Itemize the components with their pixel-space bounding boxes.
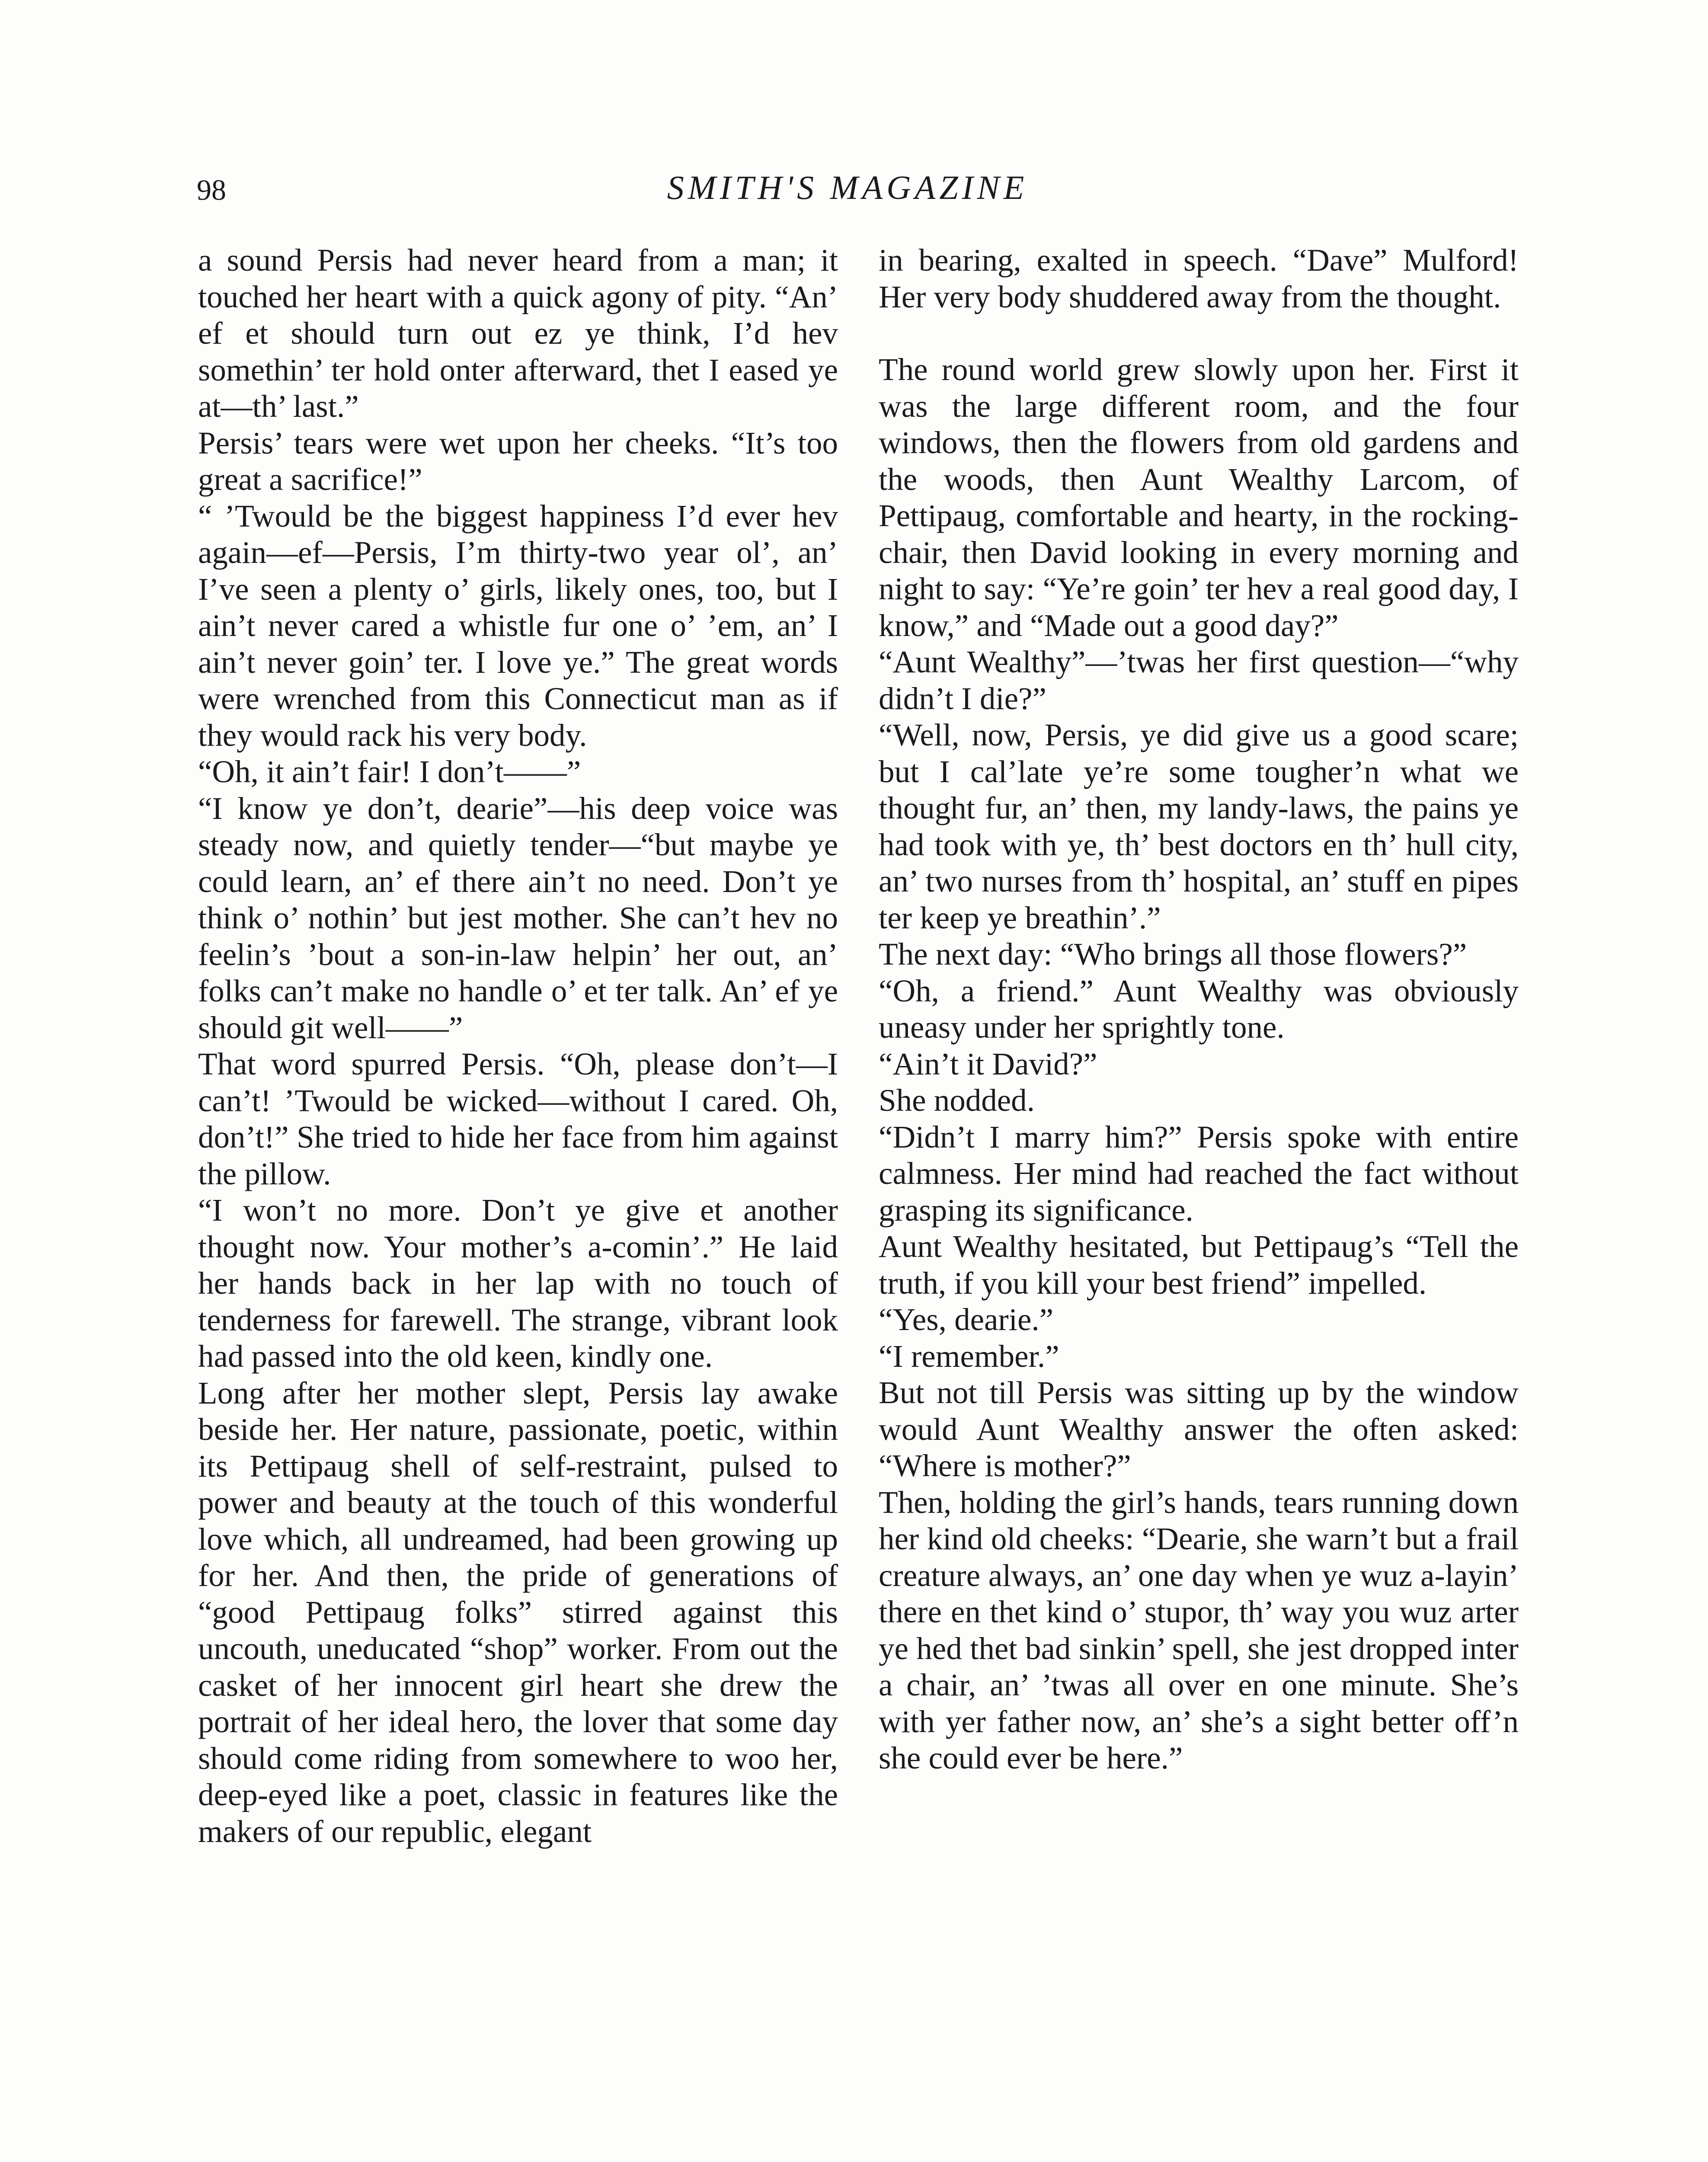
paragraph: Then, holding the girl’s hands, tears running down her kind old cheeks: “Dearie, she warn’t but a frail creature always, an’ one day when ye wuz a-layin’ there en thet kind o’ stupor, th’ way you wuz arter ye hed thet bad sinkin’ spell, she jest dropped inter a chair, an’ ’twas all over en one minute. She’s with yer father now, an’ she’s a sight better off’n she could ever be here.” [879, 1484, 1519, 1775]
paragraph: “Oh, it ain’t fair! I don’t——” [198, 754, 581, 789]
running-head: SMITH'S MAGAZINE [667, 169, 1028, 206]
paragraph: The round world grew slowly upon her. First it was the large different room, and the four windows, then the flowers from old gardens and the woods, then Aunt Wealthy Larcom, of Pettipaug, comfortable and hearty, in the rocking-chair, then David looking in every morning and night to say: “Ye’re goin’ ter hev a real good day, I know,” and “Made out a good day?” [879, 352, 1519, 643]
paragraph: “Oh, a friend.” Aunt Wealthy was obviously uneasy under her sprightly tone. [879, 973, 1519, 1045]
paragraph: But not till Persis was sitting up by the window would Aunt Wealthy answer the often asked: “Where is mother?” [879, 1375, 1519, 1483]
paragraph: “I remember.” [879, 1338, 1059, 1374]
left-column [198, 242, 838, 1850]
paragraph: “ ’Twould be the biggest happiness I’d ever hev again—ef—Persis, I’m thirty-two year ol’, an’ I’ve seen a plenty o’ girls, likely ones, too, but I ain’t never cared a whistle fur one o’ ’em, an’ I ain’t never goin’ ter. I love ye.” The great words were wrenched from this Connecticut man as if they would rack his very body. [198, 498, 838, 753]
paragraph: Persis’ tears were wet upon her cheeks. “It’s too great a sacrifice!” [198, 425, 838, 497]
paragraph: “Ain’t it David?” [879, 1046, 1097, 1081]
page-number: 98 [197, 173, 226, 206]
paragraph: “Well, now, Persis, ye did give us a good scare; but I cal’late ye’re some tougher’n what we thought fur, an’ then, my landy-laws, the pains ye had took with ye, th’ best doctors en th’ hull city, an’ two nurses from th’ hospital, an’ stuff en pipes ter keep ye breathin’.” [879, 717, 1519, 935]
section-break [879, 315, 1519, 352]
paragraph: in bearing, exalted in speech. “Dave” Mulford! Her very body shuddered away from the thought. [879, 243, 1519, 314]
paragraph: “I won’t no more. Don’t ye give et another thought now. Your mother’s a-comin’.” He laid her hands back in her lap with no touch of tenderness for farewell. The strange, vibrant look had passed into the old keen, kindly one. [198, 1193, 838, 1374]
paragraph: a sound Persis had never heard from a man; it touched her heart with a quick agony of pity. “An’ ef et should turn out ez ye think, I’d hev somethin’ ter hold onter afterward, thet I eased ye at—th’ last.” [198, 243, 838, 424]
paragraph: Long after her mother slept, Persis lay awake beside her. Her nature, passionate, poetic, within its Pettipaug shell of self-restraint, pulsed to power and beauty at the touch of this wonderful love which, all undreamed, had been growing up for her. And then, the pride of generations of “good Pettipaug folks” stirred against this uncouth, uneducated “shop” worker. From out the casket of her innocent girl heart she drew the portrait of her ideal hero, the lover that some day should come riding from somewhere to woo her, deep-eyed like a poet, classic in features like the makers of our republic, elegant [198, 1375, 838, 1849]
right-column [879, 242, 1519, 1777]
paragraph: That word spurred Persis. “Oh, please don’t—I can’t! ’Twould be wicked—without I cared. Oh, don’t!” She tried to hide her face from him against the pillow. [198, 1046, 838, 1191]
paragraph: She nodded. [879, 1083, 1035, 1118]
paragraph: “Aunt Wealthy”—’twas her first question—“why didn’t I die?” [879, 644, 1519, 716]
paragraph: Aunt Wealthy hesitated, but Pettipaug’s “Tell the truth, if you kill your best friend” impelled. [879, 1229, 1519, 1301]
paragraph: “Yes, dearie.” [879, 1302, 1054, 1337]
paragraph: The next day: “Who brings all those flowers?” [879, 937, 1467, 972]
paragraph: “I know ye don’t, dearie”—his deep voice was steady now, and quietly tender—“but maybe ye could learn, an’ ef there ain’t no need. Don’t ye think o’ nothin’ but jest mother. She can’t hev no feelin’s ’bout a son-in-law helpin’ her out, an’ folks can’t make no handle o’ et ter talk. An’ ef ye should git well——” [198, 790, 838, 1045]
paragraph: “Didn’t I marry him?” Persis spoke with entire calmness. Her mind had reached the fact without grasping its significance. [879, 1119, 1519, 1228]
